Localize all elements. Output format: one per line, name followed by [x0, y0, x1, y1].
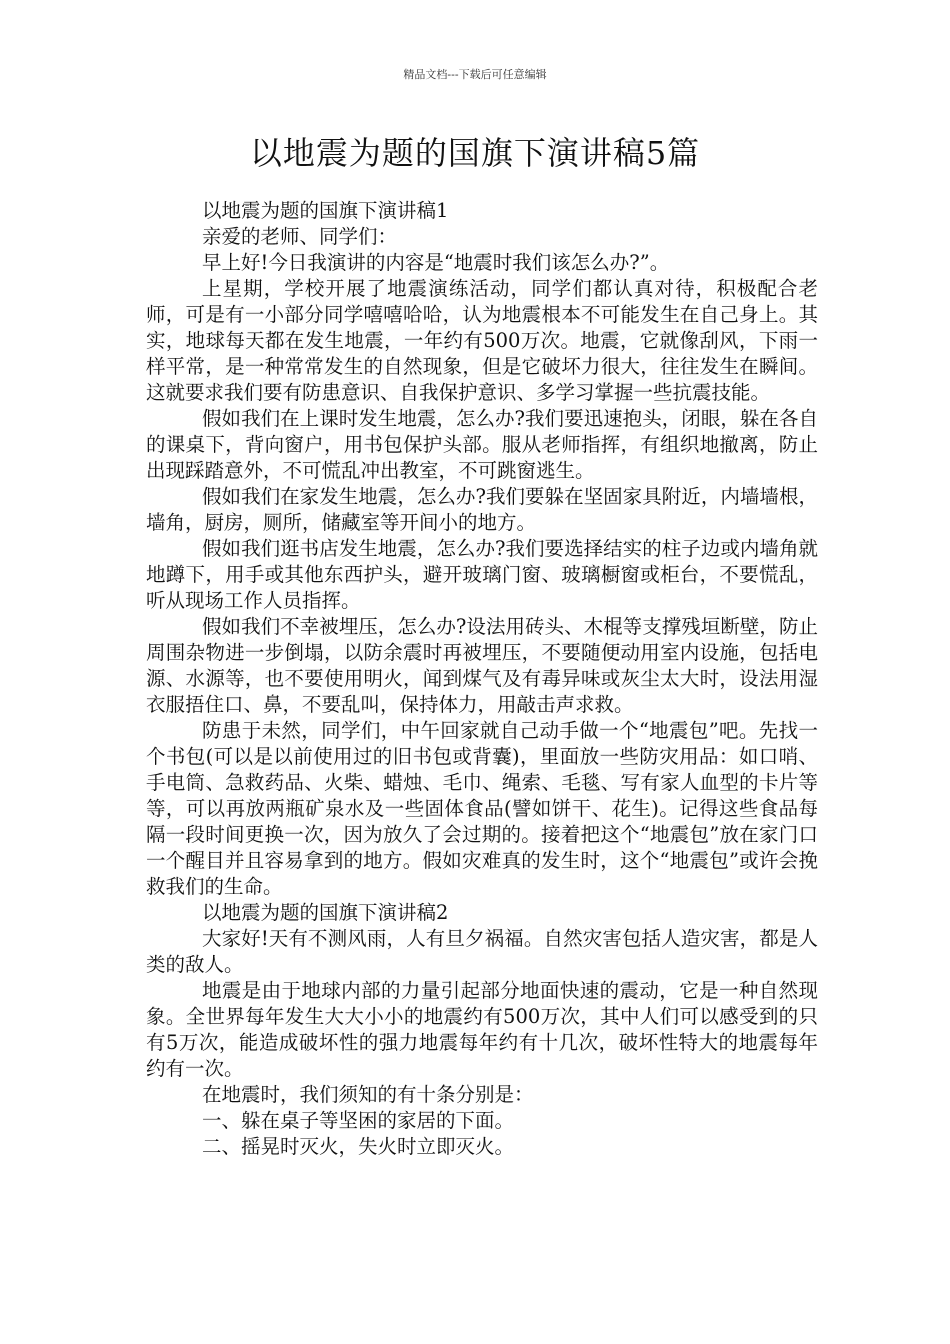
- list-item: 一、躲在桌子等坚困的家居的下面。: [202, 1109, 515, 1132]
- header-note: 精品文档---下载后可任意编辑: [403, 68, 547, 81]
- paragraph: 上星期，学校开展了地震演练活动，同学们都认真对待，积极配合老师，可是有一小部分同学嘻嘻哈哈，认为地震根本不可能发生在自己身上。其实，地球每天都在发生地震，一年约有500万次。地震，它就像刮风，下雨一样平常，是一种常常发生的自然现象，但是它破坏力很大，往往发生在瞬间。这就要求我们要有防患意识、自我保护意识、多学习掌握一些抗震技能。: [146, 277, 818, 404]
- paragraph: 假如我们在家发生地震，怎么办?我们要躲在坚固家具附近，内墙墙根，墙角，厨房，厕所，储藏室等开间小的地方。: [146, 485, 818, 534]
- document-title: 以地震为题的国旗下演讲稿5篇: [249, 134, 701, 172]
- document-body: [146, 198, 818, 1160]
- paragraph: 早上好!今日我演讲的内容是“地震时我们该怎么办?”。: [202, 251, 670, 274]
- paragraph: 假如我们不幸被埋压，怎么办?设法用砖头、木棍等支撑残垣断壁，防止周围杂物进一步倒塌，以防余震时再被埋压，不要随便动用室内设施，包括电源、水源等，也不要使用明火，闻到煤气及有毒异味或灰尘太大时，设法用湿衣服捂住口、鼻，不要乱叫，保持体力，用敲击声求救。: [146, 615, 818, 716]
- paragraph: 在地震时，我们须知的有十条分别是：: [202, 1083, 534, 1106]
- list-item: 二、摇晃时灭火，失火时立即灭火。: [202, 1135, 515, 1158]
- subtitle-2: 以地震为题的国旗下演讲稿2: [202, 901, 449, 924]
- paragraph: 防患于未然，同学们，中午回家就自己动手做一个“地震包”吧。先找一个书包(可以是以前使用过的旧书包或背囊)，里面放一些防灾用品：如口哨、手电筒、急救药品、火柴、蜡烛、毛巾、绳索、毛毯、写有家人血型的卡片等等，可以再放两瓶矿泉水及一些固体食品(譬如饼干、花生)。记得这些食品每隔一段时间更换一次，因为放久了会过期的。接着把这个“地震包”放在家门口一个醒目并且容易拿到的地方。假如灾难真的发生时，这个“地震包”或许会挽救我们的生命。: [146, 719, 818, 898]
- paragraph: 地震是由于地球内部的力量引起部分地面快速的震动，它是一种自然现象。全世界每年发生大大小小的地震约有500万次，其中人们可以感受到的只有5万次，能造成破坏性的强力地震每年约有十几次，破坏性特大的地震每年约有一次。: [146, 979, 818, 1080]
- salutation: 亲爱的老师、同学们：: [202, 225, 398, 248]
- subtitle-1: 以地震为题的国旗下演讲稿1: [202, 199, 449, 222]
- paragraph: 假如我们在上课时发生地震，怎么办?我们要迅速抱头，闭眼，躲在各自的课桌下，背向窗户，用书包保护头部。服从老师指挥，有组织地撤离，防止出现踩踏意外，不可慌乱冲出教室，不可跳窗逃生。: [146, 407, 818, 482]
- paragraph: 假如我们逛书店发生地震，怎么办?我们要选择结实的柱子边或内墙角就地蹲下，用手或其他东西护头，避开玻璃门窗、玻璃橱窗或柜台，不要慌乱，听从现场工作人员指挥。: [146, 537, 818, 612]
- paragraph: 大家好!天有不测风雨，人有旦夕祸福。自然灾害包括人造灾害，都是人类的敌人。: [146, 927, 818, 976]
